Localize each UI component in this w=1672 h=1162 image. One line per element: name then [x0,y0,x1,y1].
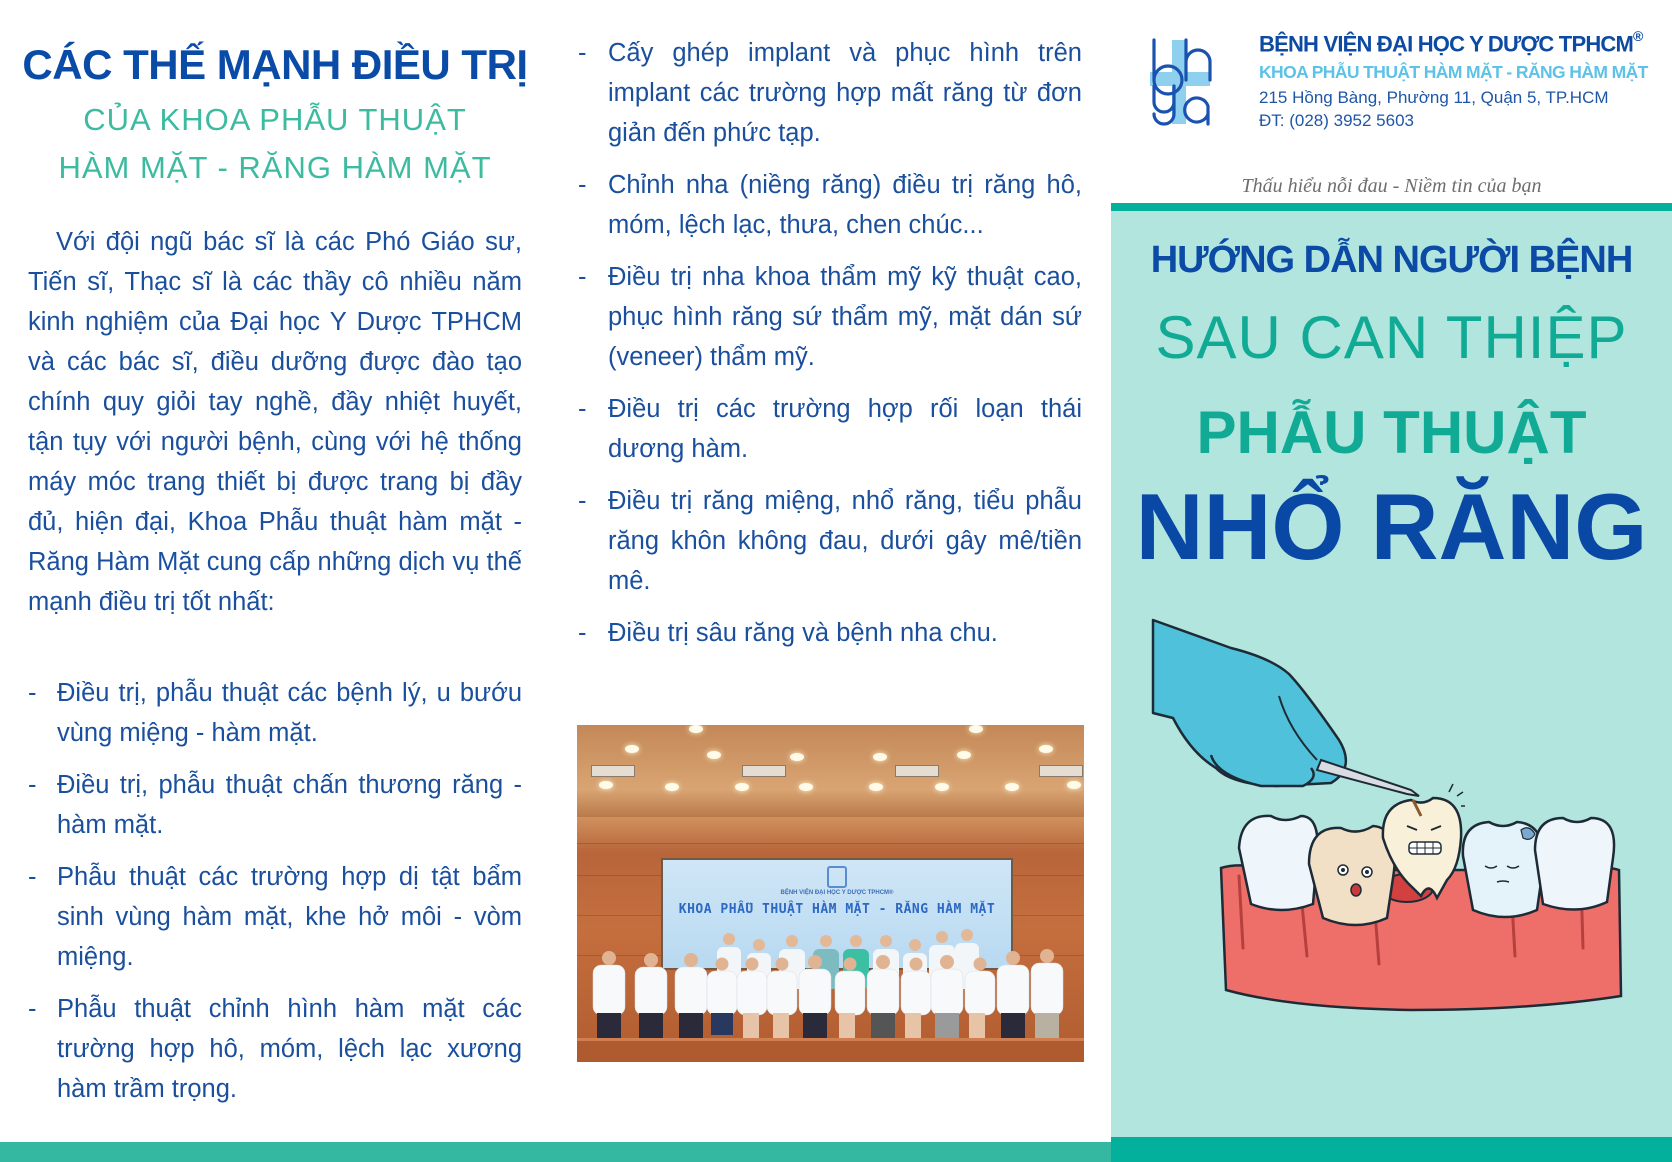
service-item [28,857,522,977]
panel-accent-bar [1111,203,1672,211]
service-item [578,389,1082,469]
hospital-name-text: BỆNH VIỆN ĐẠI HỌC Y DƯỢC TPHCM [1259,31,1634,57]
screen-hospital-name: BỆNH VIỆN ĐẠI HỌC Y DƯỢC TPHCM® [780,890,894,896]
bullet-dash: - [28,679,37,707]
service-text: Phẫu thuật chỉnh hình hàm mặt các trường hợp hô, móm, lệch lạc xương hàm trầm trọng. [57,995,522,1103]
heading-tooth-extraction: NHỔ RĂNG [1135,474,1648,579]
heading-patient-guide: HƯỚNG DẪN NGƯỜI BỆNH [1150,239,1633,281]
strengths-subtitle-line2: HÀM MẶT - RĂNG HÀM MẶT [58,150,492,185]
cover-teal-panel [1111,203,1672,1137]
team-members [577,725,1084,1062]
bottom-strip-right [1111,1137,1672,1162]
service-item [578,613,1082,653]
bullet-dash: - [578,39,587,67]
intro-paragraph: Với đội ngũ bác sĩ là các Phó Giáo sư, Tiến sĩ, Thạc sĩ là các thầy cô nhiều năm kinh nghiệm của Đại học Y Dược TPHCM và các bác sĩ, điều dưỡng được đào tạo chính quy giỏi tay nghề, đầy nhiệt huyết, tận tụy với người bệnh, cùng với hệ thống máy móc trang thiết bị được trang bị đầy đủ, hiện đại, Khoa Phẫu thuật hàm mặt - Răng Hàm Mặt cung cấp những dịch vụ thế mạnh điều trị tốt nhất: [28,228,522,616]
service-text: Điều trị, phẫu thuật các bệnh lý, u bướu vùng miệng - hàm mặt. [57,679,522,747]
team-photo [577,725,1084,1062]
heading-after-intervention: SAU CAN THIỆP [1155,304,1628,371]
service-text: Điều trị, phẫu thuật chấn thương răng - hàm mặt. [57,771,522,839]
services-list-left [28,673,522,1121]
bullet-dash: - [578,487,587,515]
bottom-strip-left [0,1142,1111,1162]
service-item [578,481,1082,601]
slogan: Thấu hiểu nỗi đau - Niềm tin của bạn [1241,175,1542,197]
service-text: Điều trị nha khoa thẩm mỹ kỹ thuật cao, phục hình răng sứ thẩm mỹ, mặt dán sứ (veneer) thẩm mỹ. [608,263,1082,371]
service-text: Chỉnh nha (niềng răng) điều trị răng hô, móm, lệch lạc, thưa, chen chúc... [608,171,1082,239]
hospital-name [1259,30,1643,57]
hospital-logo-icon [1146,36,1236,128]
service-text: Cấy ghép implant và phục hình trên implant các trường hợp mất răng từ đơn giản đến phức tạp. [608,39,1082,147]
service-text: Điều trị sâu răng và bệnh nha chu. [608,619,998,647]
service-item [578,257,1082,377]
cover-panel [1111,0,1672,1162]
bullet-dash: - [28,771,37,799]
service-item [28,673,522,753]
screen-department-title: KHOA PHẪU THUẬT HÀM MẶT - RĂNG HÀM MẶT [678,902,996,917]
hospital-address: 215 Hồng Bàng, Phường 11, Quận 5, TP.HCM [1259,88,1609,107]
left-column [0,0,550,1142]
registered-mark: ® [1633,28,1643,44]
strengths-title: CÁC THẾ MẠNH ĐIỀU TRỊ [22,41,528,88]
service-item [578,33,1082,153]
strengths-subtitle-line1: CỦA KHOA PHẪU THUẬT [83,102,467,137]
service-text: Điều trị răng miệng, nhổ răng, tiểu phẫu răng khôn không đau, dưới gây mê/tiền mê. [608,487,1082,595]
heading-surgery: PHẪU THUẬT [1196,399,1587,466]
services-list-middle [578,33,1082,665]
bullet-dash: - [578,619,587,647]
bullet-dash: - [578,263,587,291]
tooth-extraction-illustration [1111,618,1672,1138]
bullet-dash: - [28,995,37,1023]
department-name: KHOA PHẪU THUẬT HÀM MẶT - RĂNG HÀM MẶT [1259,62,1648,82]
hospital-phone: ĐT: (028) 3952 5603 [1259,111,1414,130]
service-text: Phẫu thuật các trường hợp dị tật bẩm sinh vùng hàm mặt, khe hở môi - vòm miệng. [57,863,522,971]
service-item [578,165,1082,245]
bullet-dash: - [578,395,587,423]
service-text: Điều trị các trường hợp rối loạn thái dương hàm. [608,395,1082,463]
bullet-dash: - [28,863,37,891]
service-item [28,989,522,1109]
service-item [28,765,522,845]
bullet-dash: - [578,171,587,199]
